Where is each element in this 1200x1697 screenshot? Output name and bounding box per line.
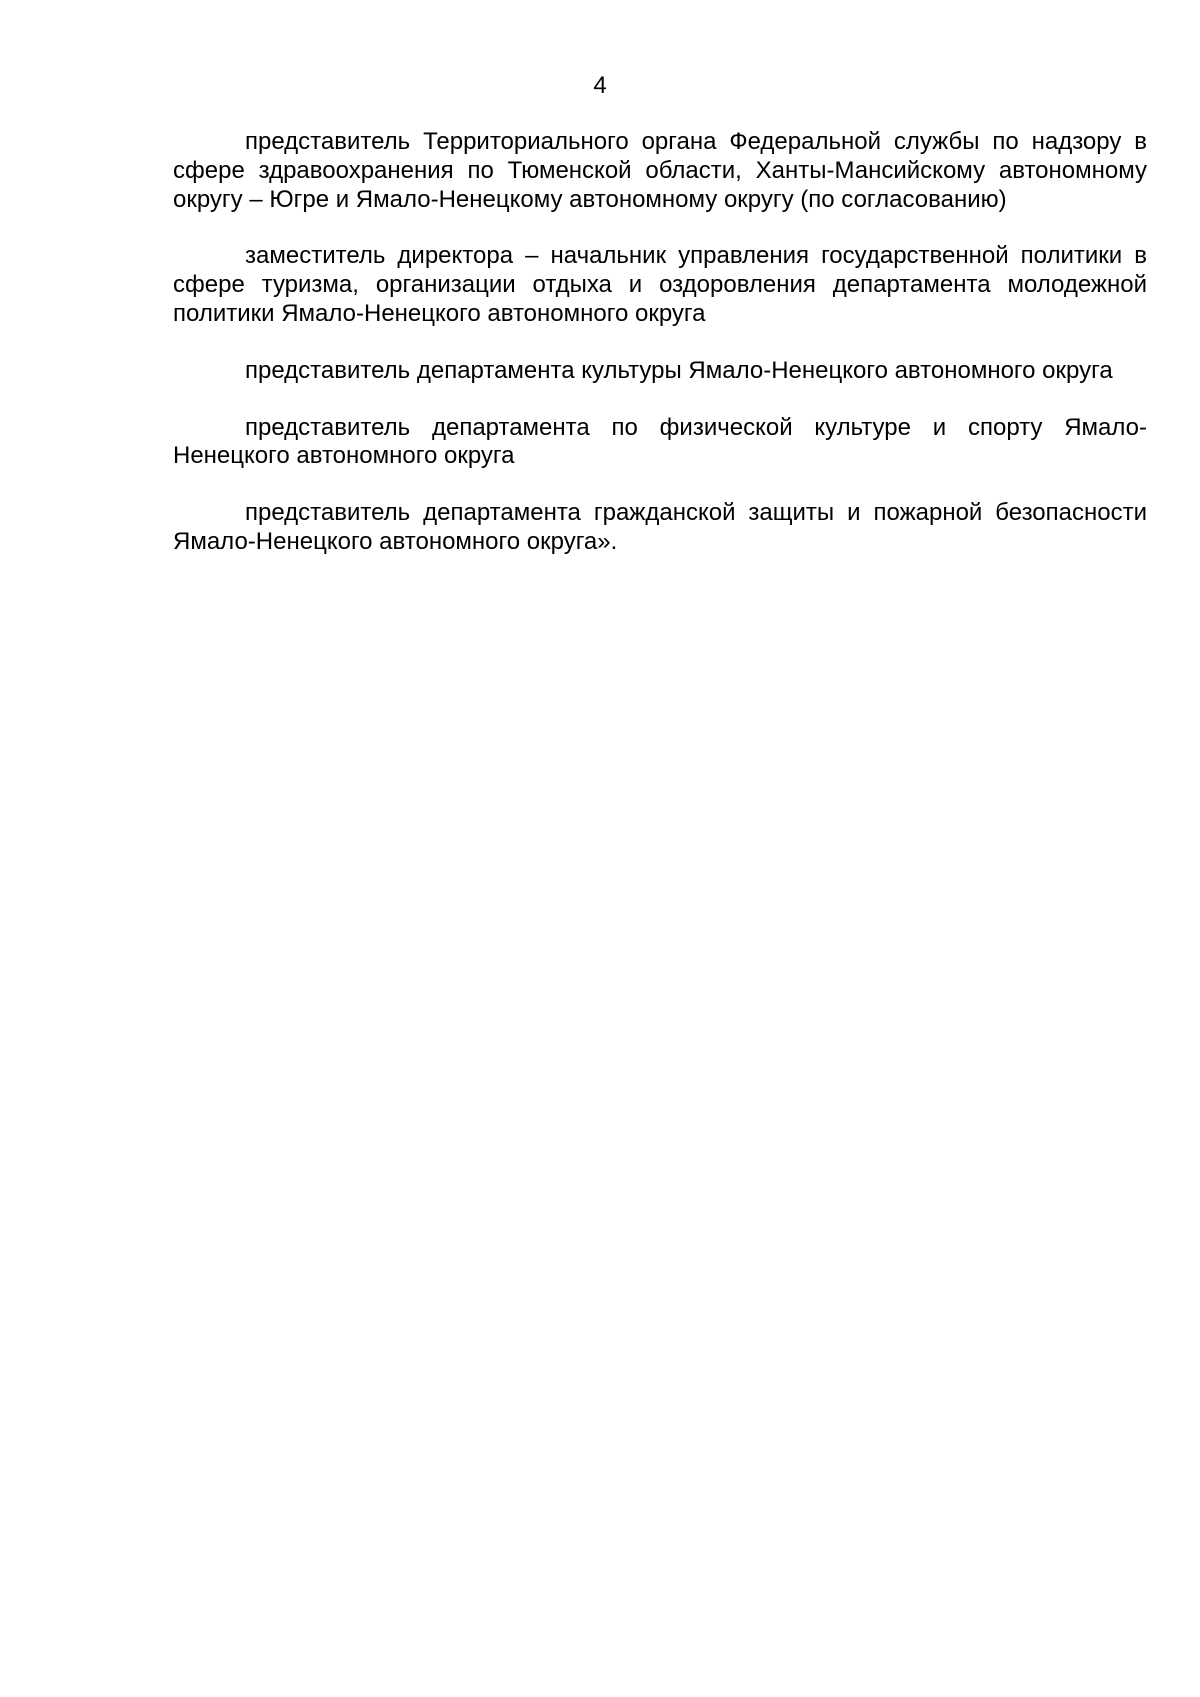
paragraph-rosdravnadzor-representative: представитель Территориального органа Федеральной службы по надзору в сфере здравоохранения по Тюменской области, Ханты-Мансийскому автономному округу – Югре и Ямало-Ненецкому автономному округу (по согласованию) — [173, 128, 1147, 213]
paragraph-culture-representative: представитель департамента культуры Ямало-Ненецкого автономного округа — [245, 356, 1113, 384]
paragraph-sport-representative: представитель департамента по физической культуре и спорту Ямало-Ненецкого автономного округа — [173, 413, 1147, 470]
paragraph-deputy-director-youth-policy: заместитель директора – начальник управления государственной политики в сфере туризма, организации отдыха и оздоровления департамента молодежной политики Ямало-Ненецкого автономного округа — [173, 242, 1147, 327]
page-number: 4 — [593, 72, 607, 99]
document-body — [173, 128, 1147, 585]
paragraph-civil-defense-representative: представитель департамента гражданской защиты и пожарной безопасности Ямало-Ненецкого автономного округа». — [173, 499, 1147, 555]
